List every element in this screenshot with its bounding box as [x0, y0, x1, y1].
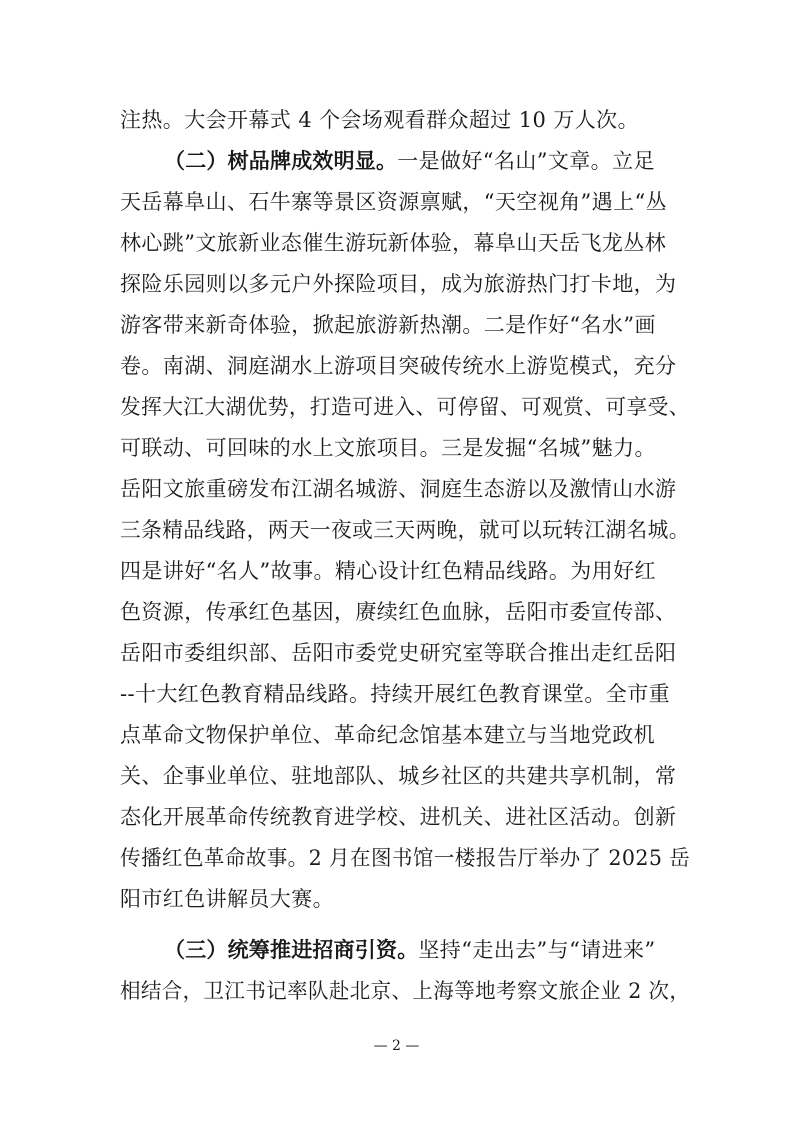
- line-text: --十大红色教育精品线路。持续开展红色教育课堂。全市重: [120, 682, 670, 706]
- paragraph-line: [120, 680, 670, 708]
- line-text: 天岳幕阜山、石牛寨等景区资源禀赋，“天空视角”遇上“丛: [120, 190, 668, 214]
- paragraph-line: [120, 434, 656, 462]
- section-heading: （三）统筹推进招商引资。: [164, 938, 419, 962]
- line-text: 三条精品线路，两天一夜或三天两晚，就可以玩转江湖名城。: [120, 518, 690, 542]
- line-text: 探险乐园则以多元户外探险项目，成为旅游热门打卡地，为: [120, 272, 677, 296]
- paragraph-line: [120, 475, 676, 503]
- line-text: 态化开展革命传统教育进学校、进机关、进社区活动。创新: [120, 805, 677, 829]
- section-heading: （二）树品牌成效明显。: [164, 149, 398, 173]
- paragraph-line: [120, 557, 656, 585]
- paragraph-line: [120, 516, 690, 544]
- line-text: 岳阳文旅重磅发布江湖名城游、洞庭生态游以及激情山水游: [120, 477, 677, 501]
- line-text: 关、企事业单位、驻地部队、城乡社区的共建共享机制，常: [120, 764, 677, 788]
- section-heading-line: [164, 936, 656, 964]
- line-text: 传播红色革命故事。2 月在图书馆一楼报告厅举办了 2025 岳: [120, 846, 691, 870]
- paragraph-line: [120, 106, 639, 134]
- line-text: 坚持“走出去”与“请进来”: [418, 938, 656, 962]
- paragraph-line: [120, 844, 690, 872]
- paragraph-line: [120, 762, 676, 790]
- paragraph-line: [120, 229, 666, 257]
- line-text: 游客带来新奇体验，掀起旅游新热潮。二是作好“名水”画: [120, 313, 656, 337]
- line-text: 阳市红色讲解员大赛。: [120, 887, 334, 911]
- paragraph-line: [120, 393, 690, 421]
- line-text: 四是讲好“名人”故事。精心设计红色精品线路。为用好红: [120, 559, 656, 583]
- line-text: 岳阳市委组织部、岳阳市委党史研究室等联合推出走红岳阳: [120, 641, 677, 665]
- line-text: 色资源，传承红色基因，赓续红色血脉，岳阳市委宣传部、: [120, 600, 677, 624]
- line-text: 卷。南湖、洞庭湖水上游项目突破传统水上游览模式，充分: [120, 354, 677, 378]
- line-text: 点革命文物保护单位、革命纪念馆基本建立与当地党政机: [120, 723, 655, 747]
- page-number: — 2 —: [373, 1038, 420, 1054]
- line-text: 可联动、可回味的水上文旅项目。三是发掘“名城”魅力。: [120, 436, 656, 460]
- paragraph-line: [120, 885, 334, 913]
- paragraph-line: [120, 639, 676, 667]
- paragraph-line: [120, 188, 667, 216]
- paragraph-line: [120, 352, 676, 380]
- paragraph-line: [120, 977, 690, 1005]
- line-text: 注热。大会开幕式 4 个会场观看群众超过 10 万人次。: [120, 108, 639, 132]
- line-text: 发挥大江大湖优势，打造可进入、可停留、可观赏、可享受、: [120, 395, 690, 419]
- paragraph-line: [120, 803, 676, 831]
- line-text: 一是做好“名山”文章。立足: [397, 149, 655, 173]
- line-text: 相结合，卫江书记率队赴北京、上海等地考察文旅企业 2 次，: [120, 979, 691, 1003]
- line-text: 林心跳”文旅新业态催生游玩新体验，幕阜山天岳飞龙丛林: [120, 231, 667, 255]
- paragraph-line: [120, 270, 676, 298]
- paragraph-line: [120, 311, 656, 339]
- paragraph-line: [120, 721, 655, 749]
- paragraph-line: [120, 598, 676, 626]
- section-heading-line: [164, 147, 655, 175]
